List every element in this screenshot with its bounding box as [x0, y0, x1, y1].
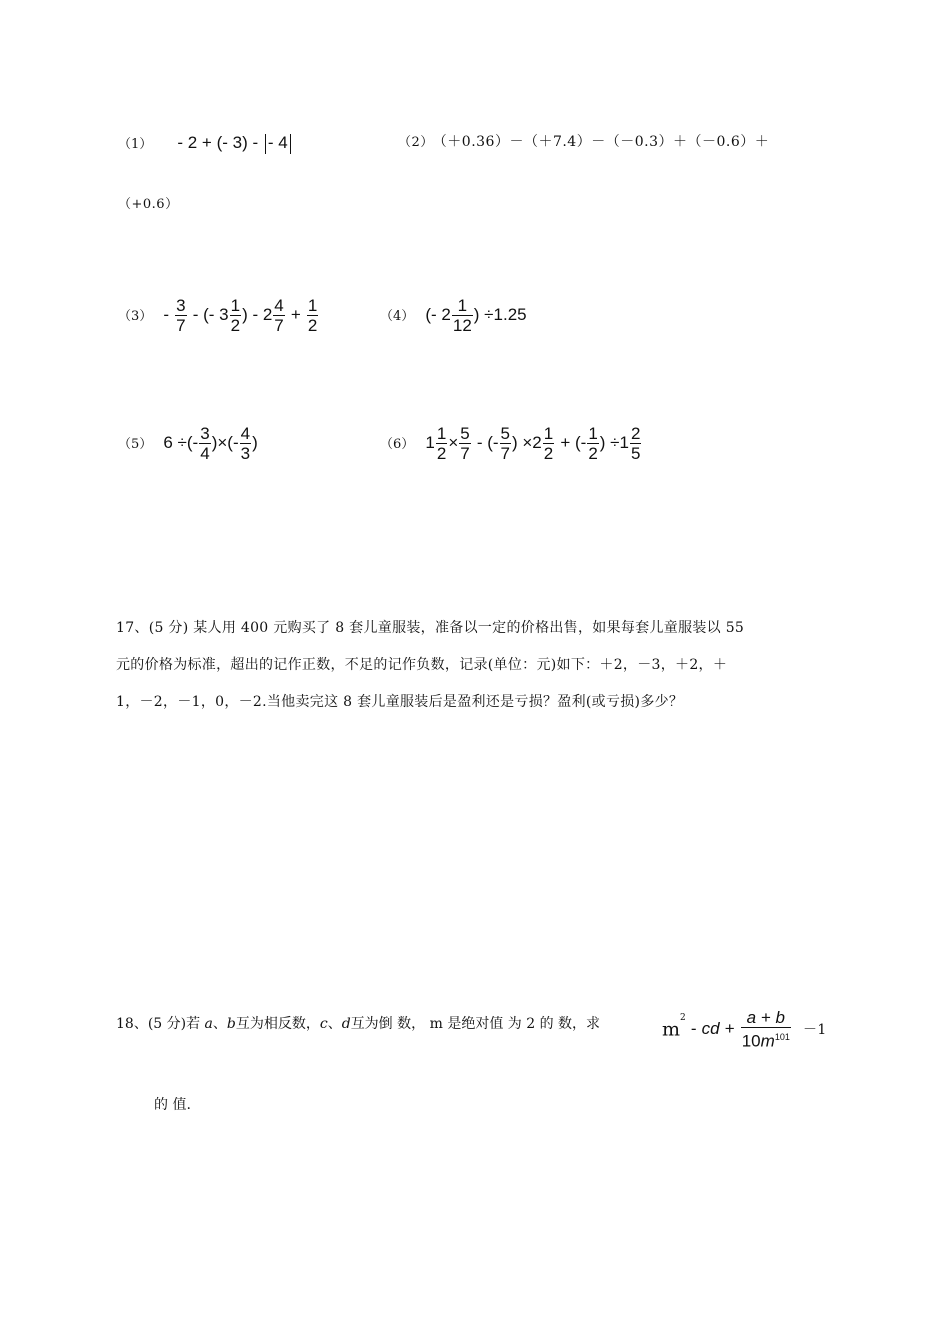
question-18-text: 、: [327, 1016, 342, 1032]
question-18-text: 互为相反数，: [235, 1016, 320, 1032]
variable-c: c: [319, 1016, 328, 1032]
fraction: [500, 424, 511, 463]
fraction: [230, 296, 241, 335]
denominator: 5: [630, 444, 641, 463]
variable-a: a: [204, 1016, 213, 1032]
problem-6: [380, 424, 642, 463]
problem-3-op: - (- 3: [192, 305, 229, 324]
numerator: 5: [500, 424, 510, 443]
denominator: 12: [452, 316, 472, 335]
problem-1-abs-value: - 4: [267, 133, 288, 152]
problem-5-op: )×(-: [211, 433, 239, 452]
problem-4-op: ) ÷1.25: [473, 305, 527, 324]
numerator: 1: [452, 296, 473, 316]
problem-6-op: ) ÷1: [599, 433, 629, 452]
fraction: [452, 296, 473, 335]
denominator: 2: [543, 444, 554, 463]
variable-m: m: [760, 1031, 775, 1051]
problem-6-op: 1: [425, 433, 435, 452]
fraction: [175, 296, 186, 335]
operator: -: [690, 1018, 697, 1038]
problem-3-op: +: [290, 305, 301, 324]
question-17: [116, 610, 744, 721]
denominator: 2: [588, 444, 598, 463]
fraction: [587, 424, 598, 463]
numerator: 3: [200, 424, 210, 443]
question-18-text: 互为倒 数， m 是绝对值 为 2 的 数，求: [350, 1016, 601, 1032]
question-18-tail: －1: [802, 1022, 827, 1039]
problem-5-op: 6 ÷(-: [163, 433, 199, 452]
problem-1-expression: - 2 + (- 3) -: [177, 133, 263, 152]
numerator: 1: [307, 296, 318, 315]
operator: +: [724, 1018, 735, 1038]
problem-1-label: （1）: [118, 137, 153, 152]
problem-5-op: ): [252, 433, 258, 452]
question-17-line-1: 17、(5 分) 某人用 400 元购买了 8 套儿童服装，准备以一定的价格出售，如果每套儿童服装以 55: [116, 620, 745, 636]
exponent: 2: [680, 1012, 686, 1023]
fraction: [459, 424, 470, 463]
variable-b: b: [226, 1016, 236, 1032]
numerator: 2: [630, 424, 641, 443]
question-18: [116, 1013, 600, 1033]
denominator: 2: [230, 316, 241, 335]
fraction: [741, 1008, 791, 1051]
denominator: 2: [307, 316, 318, 335]
numerator: 4: [240, 424, 251, 443]
problem-3-op: -: [163, 305, 170, 324]
denominator: 3: [240, 444, 251, 463]
problem-4-op: (- 2: [425, 305, 451, 324]
problem-6-op: ×: [448, 433, 459, 452]
denominator: 7: [500, 444, 510, 463]
numerator: 1: [436, 424, 447, 443]
problem-2-continuation: （+0.6）: [118, 197, 179, 212]
numerator: 4: [274, 296, 284, 315]
variable-d: d: [341, 1016, 351, 1032]
fraction: [199, 424, 210, 463]
denominator-coefficient: 10: [741, 1031, 761, 1051]
abs-bar-left: [265, 134, 266, 154]
problem-6-label: （6）: [380, 437, 415, 452]
problem-6-op: ) ×2: [512, 433, 542, 452]
denominator: [741, 1028, 791, 1051]
abs-bar-right: [290, 134, 291, 154]
denominator: 7: [460, 444, 470, 463]
question-18-text: 、: [212, 1016, 227, 1032]
problem-4-label: （4）: [380, 309, 415, 324]
variable-m: m: [662, 1018, 681, 1041]
numerator: 1: [588, 424, 598, 443]
problem-5-label: （5）: [118, 437, 153, 452]
problem-2-label: （2）: [398, 135, 434, 150]
numerator: 3: [176, 296, 186, 315]
problem-6-op: - (-: [476, 433, 499, 452]
question-18-expression: [662, 1008, 827, 1051]
fraction: [307, 296, 318, 335]
problem-6-op: + (-: [560, 433, 587, 452]
numerator: a + b: [741, 1008, 791, 1028]
numerator: 5: [460, 424, 470, 443]
problem-2-expression: （＋0.36）－（＋7.4）－（－0.3）＋（－0.6）＋: [439, 134, 770, 150]
denominator: 2: [436, 444, 447, 463]
problem-3-op: ) - 2: [242, 305, 273, 324]
question-17-line-2: 元的价格为标准，超出的记作正数，不足的记作负数，记录(单位：元)如下：＋2，－3，＋2，＋: [116, 657, 728, 673]
exponent: 101: [774, 1032, 790, 1042]
question-18-line-2: 的 值.: [154, 1097, 191, 1113]
fraction: [630, 424, 641, 463]
problem-4: [380, 296, 527, 335]
numerator: 1: [230, 296, 241, 315]
problem-3: [118, 296, 319, 335]
question-17-line-3: 1，－2，－1，0，－2.当他卖完这 8 套儿童服装后是盈利还是亏损？盈利(或亏损)多少？: [116, 694, 684, 710]
numerator: 1: [543, 424, 554, 443]
denominator: 7: [176, 316, 186, 335]
denominator: 7: [274, 316, 284, 335]
question-18-text: 18、(5 分)若: [116, 1016, 205, 1032]
term-cd: cd: [701, 1018, 720, 1038]
problem-5: [118, 424, 258, 463]
fraction: [273, 296, 284, 335]
fraction: [240, 424, 251, 463]
fraction: [436, 424, 447, 463]
denominator: 4: [200, 444, 210, 463]
problem-1: [118, 133, 293, 154]
fraction: [543, 424, 554, 463]
problem-2: [398, 131, 769, 151]
problem-3-label: （3）: [118, 309, 153, 324]
